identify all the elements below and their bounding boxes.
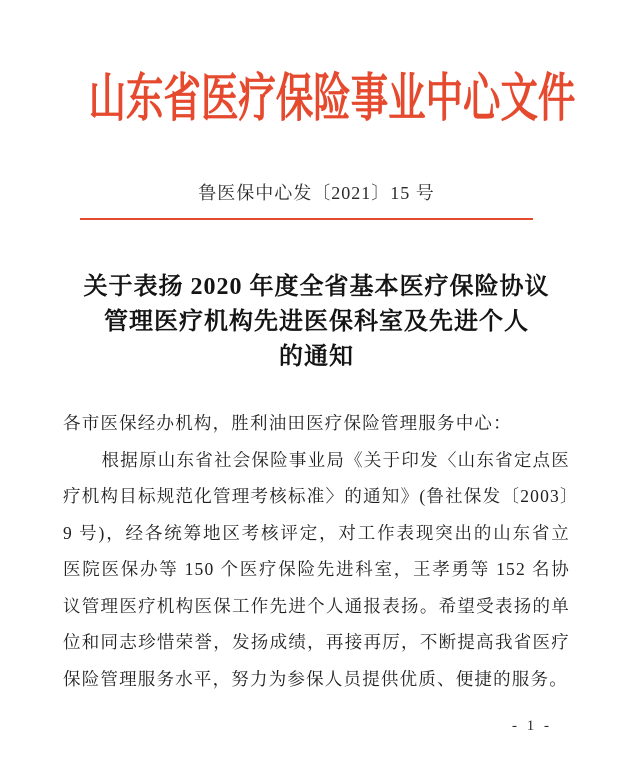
document-number: 鲁医保中心发〔2021〕15 号 [198,183,435,203]
page-number: - 1 - [512,718,552,734]
document-masthead: 山东省医疗保险事业中心文件 [88,71,576,128]
document-body [63,405,570,697]
salutation-line: 各市医保经办机构，胜利油田医疗保险管理服务中心： [63,413,512,433]
title-line-1: 关于表扬 2020 年度全省基本医疗保险协议 [83,274,550,300]
body-paragraph: 根据原山东省社会保险事业局《关于印发〈山东省定点医疗机构目标规范化管理考核标准〉的通知》(鲁社保发〔2003〕9 号)，经各统筹地区考核评定，对工作表现突出的山东省立医院医保办等 150 个医疗保险先进科室，王孝勇等 152 名协议管理医疗机构医保工作先进个人通报表扬。希望受表扬的单位和同志珍惜荣誉，发扬成绩，再接再厉，不断提高我省医疗保险管理服务水平，努力为参保人员提供优质、便捷的服务。 [63,449,570,689]
title-line-3: 的通知 [279,344,354,370]
red-divider-line [80,218,533,220]
document-title [40,270,593,375]
title-line-2: 管理医疗机构先进医保科室及先进个人 [104,309,529,335]
